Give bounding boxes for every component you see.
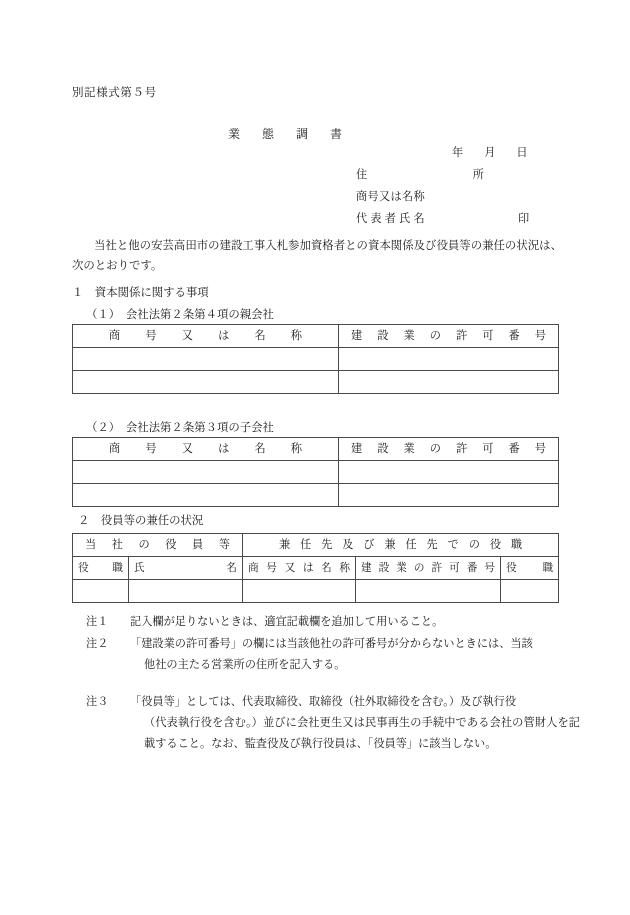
note-item [86, 612, 580, 633]
column-header-license-number [339, 325, 559, 348]
column-header-label: 商号又は名称 [248, 562, 351, 574]
form-number-label: 別記様式第５号 [72, 87, 157, 99]
column-header-label: 氏名 [134, 562, 238, 574]
cell-trade-name[interactable] [73, 371, 339, 394]
section-1-sub-1-heading: （１） 会社法第２条第４項の親会社 [86, 309, 274, 321]
cell-trade-name[interactable] [73, 461, 339, 484]
cell-position[interactable] [73, 580, 129, 603]
column-header-license-number [356, 557, 501, 580]
parent-company-table [72, 324, 559, 394]
column-header-label: 建設業の許可番号 [351, 329, 546, 342]
column-header-license-number [339, 438, 559, 461]
table-group-header-row [73, 534, 559, 557]
note-item [86, 692, 580, 755]
column-header-concurrent-position [501, 557, 559, 580]
group-header-concurrent-post [243, 534, 559, 557]
table-header-row [73, 438, 559, 461]
cell-license-number[interactable] [356, 580, 501, 603]
table-header-row [73, 325, 559, 348]
group-header-own-company-officers [73, 534, 243, 557]
note-label: 注２ [86, 638, 109, 650]
address-field-label: 住 所 [356, 169, 502, 181]
cell-license-number[interactable] [339, 348, 559, 371]
cell-person-name[interactable] [129, 580, 243, 603]
cell-trade-name[interactable] [73, 348, 339, 371]
column-header-trade-name [243, 557, 356, 580]
table-row[interactable] [73, 461, 559, 484]
note-label: 注３ [86, 696, 109, 708]
column-header-trade-name [73, 325, 339, 348]
cell-concurrent-position[interactable] [501, 580, 559, 603]
column-header-label: 役職 [506, 562, 554, 574]
column-header-person-name [129, 557, 243, 580]
cell-license-number[interactable] [339, 461, 559, 484]
trade-name-field-label: 商号又は名称 [356, 191, 425, 203]
column-header-label: 建設業の許可番号 [351, 442, 546, 455]
cell-trade-name[interactable] [73, 484, 339, 507]
cell-trade-name[interactable] [243, 580, 356, 603]
table-row[interactable] [73, 348, 559, 371]
note-text: 「建設業の許可番号」の欄には当該他社の許可番号が分からないときには、当該 [130, 638, 533, 650]
date-line: 年月日 [452, 147, 549, 159]
section-1-sub-2-heading: （２） 会社法第２条第３項の子会社 [86, 422, 274, 434]
page-title: 業態調書 [228, 127, 365, 141]
note-item [86, 634, 580, 676]
table-row[interactable] [73, 484, 559, 507]
note-text: 「役員等」としては、代表取締役、取締役（社外取締役を含む。）及び執行役 [130, 696, 516, 708]
column-header-position [73, 557, 129, 580]
representative-name-field-label: 代表者氏名 [356, 213, 428, 225]
child-company-table [72, 437, 559, 507]
table-row[interactable] [73, 371, 559, 394]
cell-license-number[interactable] [339, 371, 559, 394]
officer-concurrent-post-table [72, 533, 559, 603]
seal-icon: 印 [518, 213, 530, 225]
column-header-label: 商号又は名称 [109, 329, 302, 342]
column-header-label: 建設業の許可番号 [361, 562, 496, 574]
table-header-row [73, 557, 559, 580]
group-header-label: 当社の役員等 [85, 538, 231, 551]
group-header-label: 兼任先及び兼任先での役職 [279, 538, 523, 551]
intro-paragraph: 当社と他の安芸高田市の建設工事入札参加資格者との資本関係及び役員等の兼任の状況は、次のとおりです。 [72, 240, 562, 272]
section-2-heading: ２ 役員等の兼任の状況 [78, 515, 204, 527]
note-text-continuation: （代表執行役を含む。）並びに会社更生又は民事再生の手続中である会社の管財人を記載すること。なお、監査役及び執行役員は、「役員等」に該当しない。 [144, 717, 580, 750]
table-row[interactable] [73, 580, 559, 603]
column-header-label: 商号又は名称 [109, 442, 302, 455]
note-text: 記入欄が足りないときは、適宜記載欄を追加して用いること。 [130, 616, 444, 628]
column-header-label: 役職 [78, 562, 123, 574]
column-header-trade-name [73, 438, 339, 461]
note-label: 注１ [86, 616, 109, 628]
section-1-heading: １ 資本関係に関する事項 [72, 287, 209, 299]
cell-license-number[interactable] [339, 484, 559, 507]
note-text-continuation: 他社の主たる営業所の住所を記入する。 [144, 659, 346, 671]
